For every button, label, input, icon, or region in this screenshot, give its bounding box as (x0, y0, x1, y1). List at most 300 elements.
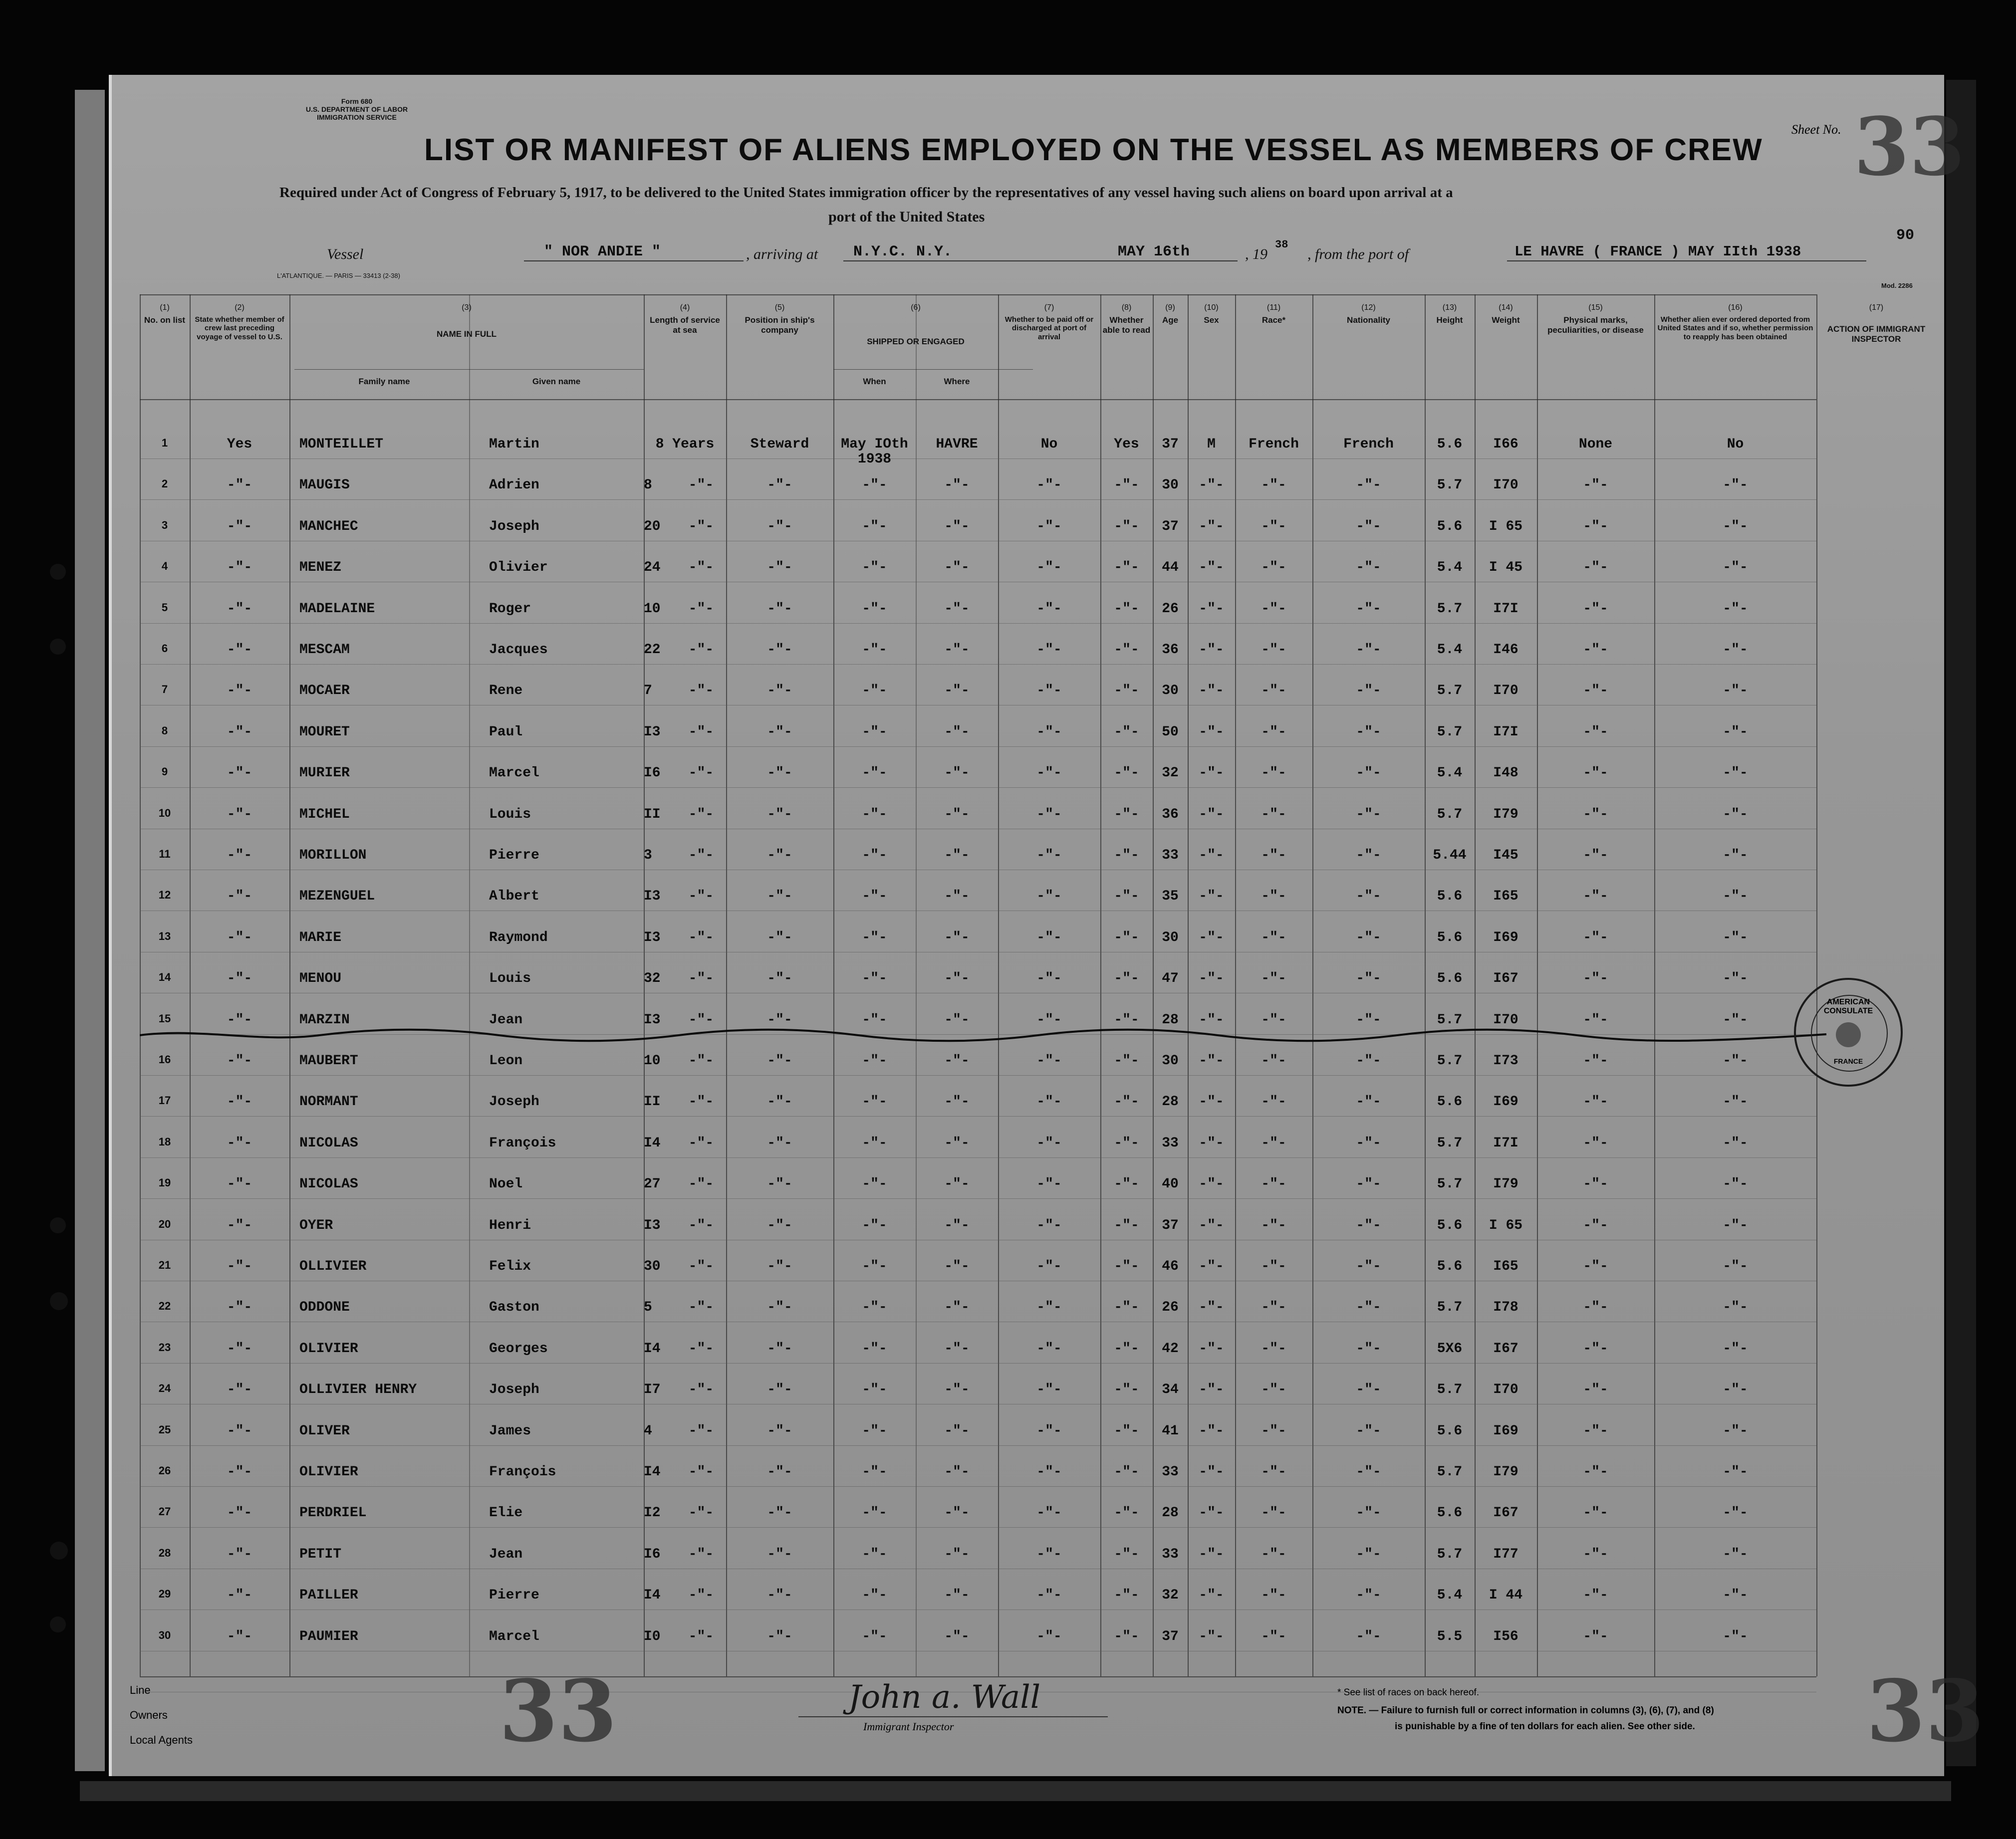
ditto-mark: -"- (1261, 971, 1286, 987)
ditto-mark: -"- (1036, 889, 1062, 905)
row-number: 5 (161, 601, 168, 614)
fine-note-1: NOTE. — Failure to furnish full or correct information in columns (3), (6), (7), and (8) (1337, 1705, 1714, 1716)
ditto-mark: -"- (227, 477, 252, 493)
family-name: NICOLAS (299, 1176, 358, 1192)
length-of-service: I3 (644, 724, 661, 740)
column-number: (14) (1499, 303, 1513, 312)
row-number: 7 (161, 683, 168, 696)
ditto-mark: -"- (1036, 1012, 1062, 1028)
ditto-mark: -"- (688, 971, 714, 987)
ditto-mark: -"- (227, 560, 252, 576)
prior-voyage: Yes (227, 437, 252, 452)
ditto-mark: -"- (767, 848, 792, 863)
age: 30 (1162, 477, 1179, 493)
ditto-mark: -"- (862, 477, 887, 493)
family-name: MESCAM (299, 642, 350, 658)
paper-edge (75, 90, 105, 1771)
row-rule (140, 1363, 1816, 1364)
family-name: OLIVER (299, 1423, 350, 1439)
printer-mark: L'ATLANTIQUE. — PARIS — 33413 (2-38) (277, 272, 400, 279)
row-number: 30 (158, 1628, 171, 1641)
ditto-mark: -"- (1036, 1217, 1062, 1233)
ditto-mark: -"- (1114, 1423, 1139, 1439)
arriving-label: , arriving at (746, 246, 818, 262)
ditto-mark: -"- (1583, 971, 1608, 987)
ditto-mark: -"- (862, 1464, 887, 1480)
given-name: Pierre (489, 848, 539, 863)
ditto-mark: -"- (1261, 1259, 1286, 1274)
row-number: 11 (159, 848, 171, 860)
ditto-mark: -"- (1199, 1135, 1224, 1151)
deported: No (1727, 437, 1744, 452)
family-name: OLIVIER (299, 1464, 358, 1480)
ditto-mark: -"- (688, 477, 714, 493)
ditto-mark: -"- (1723, 1094, 1748, 1110)
ditto-mark: -"- (688, 889, 714, 905)
given-name: Georges (489, 1341, 548, 1357)
row-rule (140, 1445, 1816, 1446)
given-name: Paul (489, 724, 523, 740)
arriving-port: N.Y.C. N.Y. (853, 243, 953, 260)
family-name: OLIVIER (299, 1341, 358, 1357)
column-header: Age (1162, 315, 1179, 325)
height: 5.7 (1437, 1135, 1463, 1151)
ditto-mark: -"- (767, 1259, 792, 1274)
row-rule (140, 499, 1816, 500)
given-name: Raymond (489, 929, 548, 945)
given-name: Joseph (489, 1382, 539, 1398)
ditto-mark: -"- (862, 848, 887, 863)
given-name: Felix (489, 1259, 531, 1274)
column-subheader: Given name (532, 377, 581, 386)
ditto-mark: -"- (1036, 1135, 1062, 1151)
ditto-mark: -"- (1036, 601, 1062, 617)
ditto-mark: -"- (944, 1259, 970, 1274)
height: 5.7 (1437, 1012, 1463, 1028)
ditto-mark: -"- (862, 1176, 887, 1192)
ditto-mark: -"- (1583, 1341, 1608, 1357)
age: 32 (1162, 1588, 1179, 1604)
length-of-service: I6 (644, 765, 661, 781)
given-name: Noel (489, 1176, 523, 1192)
family-name: MAUBERT (299, 1053, 358, 1069)
length-of-service: 8 (644, 477, 652, 493)
ditto-mark: -"- (1356, 1176, 1381, 1192)
ditto-mark: -"- (1583, 1012, 1608, 1028)
ditto-mark: -"- (1723, 518, 1748, 534)
ditto-mark: -"- (1261, 1628, 1286, 1644)
ditto-mark: -"- (1356, 477, 1381, 493)
length-of-service: I4 (644, 1588, 661, 1604)
ditto-mark: -"- (862, 806, 887, 822)
age: 30 (1162, 929, 1179, 945)
ditto-mark: -"- (1261, 1094, 1286, 1110)
row-number: 29 (158, 1588, 171, 1601)
ditto-mark: -"- (1114, 1588, 1139, 1604)
shipped-where: HAVRE (936, 437, 978, 452)
weight: I67 (1493, 1341, 1518, 1357)
ditto-mark: -"- (767, 1217, 792, 1233)
ditto-mark: -"- (1199, 889, 1224, 905)
ditto-mark: -"- (767, 806, 792, 822)
column-header: Position in ship's company (745, 315, 815, 335)
ditto-mark: -"- (767, 1628, 792, 1644)
row-rule (140, 664, 1816, 665)
weight: I70 (1493, 477, 1518, 493)
ditto-mark: -"- (1036, 848, 1062, 863)
ditto-mark: -"- (1723, 642, 1748, 658)
ditto-mark: -"- (1199, 477, 1224, 493)
ditto-mark: -"- (1356, 1382, 1381, 1398)
ditto-mark: -"- (944, 1382, 970, 1398)
ditto-mark: -"- (1583, 929, 1608, 945)
ditto-mark: -"- (227, 683, 252, 699)
length-of-service: I3 (644, 929, 661, 945)
given-name: Joseph (489, 518, 539, 534)
ditto-mark: -"- (767, 477, 792, 493)
column-header: Weight (1492, 315, 1520, 325)
family-name: PETIT (299, 1546, 342, 1562)
row-number: 2 (161, 477, 168, 490)
ditto-mark: -"- (1356, 1053, 1381, 1069)
binding-hole (50, 1542, 68, 1560)
column-number: (8) (1121, 303, 1132, 312)
page-title: LIST OR MANIFEST OF ALIENS EMPLOYED ON THE VESSEL AS MEMBERS OF CREW (424, 133, 1763, 167)
ditto-mark: -"- (1036, 1176, 1062, 1192)
ditto-mark: -"- (227, 1176, 252, 1192)
ditto-mark: -"- (1199, 683, 1224, 699)
big-sheet-mark-left: 33 (499, 1661, 617, 1761)
row-number: 8 (161, 724, 168, 737)
ditto-mark: -"- (767, 1341, 792, 1357)
family-name: MADELAINE (299, 601, 375, 617)
ditto-mark: -"- (688, 1053, 714, 1069)
ditto-mark: -"- (767, 683, 792, 699)
given-name: Martin (489, 437, 539, 452)
ditto-mark: -"- (1356, 848, 1381, 863)
column-number: (17) (1869, 303, 1884, 312)
length-of-service: I7 (644, 1382, 661, 1398)
length-of-service: 4 (644, 1423, 652, 1439)
ditto-mark: -"- (1723, 560, 1748, 576)
ditto-mark: -"- (1356, 971, 1381, 987)
binding-hole (50, 1616, 66, 1632)
weight: I7I (1493, 724, 1518, 740)
ditto-mark: -"- (944, 1505, 970, 1521)
length-of-service: 22 (644, 642, 661, 658)
length-of-service: I4 (644, 1464, 661, 1480)
ditto-mark: -"- (1114, 1259, 1139, 1274)
family-name: MURIER (299, 765, 350, 781)
ditto-mark: -"- (1199, 1094, 1224, 1110)
ditto-mark: -"- (1261, 683, 1286, 699)
form-number-block (279, 97, 434, 121)
height: 5X6 (1437, 1341, 1463, 1357)
column-header: Whether to be paid off or discharged at port of arrival (1005, 315, 1094, 341)
ditto-mark: -"- (227, 1135, 252, 1151)
ditto-mark: -"- (767, 601, 792, 617)
column-number: (13) (1442, 303, 1457, 312)
column-header: Race* (1261, 315, 1286, 325)
ditto-mark: -"- (1723, 1176, 1748, 1192)
ditto-mark: -"- (1199, 806, 1224, 822)
nationality: French (1343, 437, 1394, 452)
length-of-service: 3 (644, 848, 652, 863)
agents-label: Local Agents (130, 1734, 193, 1746)
ditto-mark: -"- (227, 971, 252, 987)
ditto-mark: -"- (688, 1505, 714, 1521)
ditto-mark: -"- (1723, 1588, 1748, 1604)
physical-marks: None (1578, 437, 1613, 452)
ditto-mark: -"- (1261, 1464, 1286, 1480)
length-of-service: II (644, 1094, 661, 1110)
ditto-mark: -"- (1114, 724, 1139, 740)
ditto-mark: -"- (1583, 601, 1608, 617)
given-name: Elie (489, 1505, 523, 1521)
ditto-mark: -"- (767, 1135, 792, 1151)
weight: I 44 (1489, 1588, 1523, 1604)
ditto-mark: -"- (862, 518, 887, 534)
ditto-mark: -"- (944, 518, 970, 534)
length-of-service: I3 (644, 1217, 661, 1233)
ditto-mark: -"- (688, 1341, 714, 1357)
ditto-mark: -"- (944, 1300, 970, 1316)
ditto-mark: -"- (1583, 806, 1608, 822)
ditto-mark: -"- (1114, 1546, 1139, 1562)
ditto-mark: -"- (1261, 1300, 1286, 1316)
ditto-mark: -"- (1114, 477, 1139, 493)
column-header: Physical marks, peculiarities, or disease (1547, 315, 1644, 335)
ditto-mark: -"- (1583, 1464, 1608, 1480)
line-label: Line (130, 1684, 151, 1696)
ditto-mark: -"- (1261, 889, 1286, 905)
ditto-mark: -"- (1356, 1588, 1381, 1604)
height: 5.7 (1437, 683, 1463, 699)
ditto-mark: -"- (862, 1341, 887, 1357)
ditto-mark: -"- (1036, 642, 1062, 658)
ditto-mark: -"- (1356, 1505, 1381, 1521)
ditto-mark: -"- (1036, 1423, 1062, 1439)
ditto-mark: -"- (1114, 1217, 1139, 1233)
ditto-mark: -"- (1583, 1628, 1608, 1644)
ditto-mark: -"- (1199, 1423, 1224, 1439)
arriving-underline (843, 260, 1238, 261)
weight: I69 (1493, 1094, 1518, 1110)
age: 46 (1162, 1259, 1179, 1274)
ditto-mark: -"- (767, 1300, 792, 1316)
race-note: * See list of races on back hereof. (1337, 1687, 1480, 1698)
arrival-year: 38 (1275, 238, 1288, 251)
ditto-mark: -"- (688, 1259, 714, 1274)
ditto-mark: -"- (1356, 929, 1381, 945)
frame-edge (80, 1781, 1951, 1801)
column-number: (7) (1044, 303, 1054, 312)
position: Steward (750, 437, 809, 452)
ditto-mark: -"- (767, 1588, 792, 1604)
age: 37 (1162, 437, 1179, 452)
ditto-mark: -"- (1356, 889, 1381, 905)
age: 34 (1162, 1382, 1179, 1398)
ditto-mark: -"- (688, 1012, 714, 1028)
ditto-mark: -"- (1036, 1341, 1062, 1357)
ditto-mark: -"- (1356, 1259, 1381, 1274)
ditto-mark: -"- (767, 929, 792, 945)
ditto-mark: -"- (688, 560, 714, 576)
column-number: (16) (1728, 303, 1743, 312)
height: 5.6 (1437, 1259, 1463, 1274)
vessel-name: " NOR ANDIE " (544, 243, 661, 260)
age: 35 (1162, 889, 1179, 905)
ditto-mark: -"- (1199, 1053, 1224, 1069)
ditto-mark: -"- (1114, 1053, 1139, 1069)
row-number: 18 (158, 1135, 171, 1148)
height: 5.4 (1437, 765, 1463, 781)
family-name: MENEZ (299, 560, 342, 576)
column-number: (3) (462, 303, 472, 312)
column-header: Length of service at sea (650, 315, 720, 335)
ditto-mark: -"- (688, 1176, 714, 1192)
ditto-mark: -"- (1356, 765, 1381, 781)
ditto-mark: -"- (227, 642, 252, 658)
family-name: OLLIVIER (299, 1259, 367, 1274)
ditto-mark: -"- (227, 1300, 252, 1316)
column-number: (10) (1204, 303, 1219, 312)
ditto-mark: -"- (1356, 1423, 1381, 1439)
mod-number: Mod. 2286 (1881, 282, 1913, 289)
big-sheet-mark-right: 33 (1866, 1661, 1985, 1761)
ditto-mark: -"- (1583, 889, 1608, 905)
ditto-mark: -"- (944, 929, 970, 945)
ditto-mark: -"- (862, 1423, 887, 1439)
family-name: MARZIN (299, 1012, 350, 1028)
ditto-mark: -"- (1261, 1423, 1286, 1439)
ditto-mark: -"- (767, 1423, 792, 1439)
ditto-mark: -"- (767, 1012, 792, 1028)
weight: I45 (1493, 848, 1518, 863)
ditto-mark: -"- (1723, 929, 1748, 945)
ditto-mark: -"- (1261, 929, 1286, 945)
ditto-mark: -"- (1114, 518, 1139, 534)
row-rule (140, 1527, 1816, 1528)
weight: I69 (1493, 929, 1518, 945)
ditto-mark: -"- (1036, 477, 1062, 493)
ditto-mark: -"- (1199, 601, 1224, 617)
from-underline (1507, 260, 1866, 261)
height: 5.7 (1437, 1300, 1463, 1316)
age: 28 (1162, 1505, 1179, 1521)
ditto-mark: -"- (1261, 765, 1286, 781)
frame-edge (1946, 80, 1976, 1766)
from-port: LE HAVRE ( FRANCE ) MAY IIth 1938 (1514, 243, 1801, 260)
row-number: 13 (158, 929, 171, 942)
ditto-mark: -"- (688, 765, 714, 781)
given-name: Roger (489, 601, 531, 617)
ditto-mark: -"- (688, 1546, 714, 1562)
ditto-mark: -"- (688, 848, 714, 863)
ditto-mark: -"- (1199, 1300, 1224, 1316)
age: 33 (1162, 1135, 1179, 1151)
ditto-mark: -"- (862, 971, 887, 987)
ditto-mark: -"- (767, 560, 792, 576)
ditto-mark: -"- (227, 518, 252, 534)
ditto-mark: -"- (944, 683, 970, 699)
binding-hole (50, 639, 66, 655)
ditto-mark: -"- (862, 1259, 887, 1274)
family-name: PAUMIER (299, 1628, 358, 1644)
row-rule (140, 1486, 1816, 1487)
age: 26 (1162, 1300, 1179, 1316)
ditto-mark: -"- (767, 1546, 792, 1562)
ditto-mark: -"- (1356, 724, 1381, 740)
ditto-mark: -"- (1114, 683, 1139, 699)
row-number: 27 (158, 1505, 171, 1518)
ditto-mark: -"- (688, 929, 714, 945)
column-header: Whether able to read (1102, 315, 1151, 335)
row-rule (140, 1609, 1816, 1610)
row-number: 26 (158, 1464, 171, 1477)
weight: I65 (1493, 1259, 1518, 1274)
height: 5.7 (1437, 1546, 1463, 1562)
row-number: 16 (158, 1053, 171, 1066)
ditto-mark: -"- (944, 1094, 970, 1110)
height: 5.4 (1437, 642, 1463, 658)
binding-hole (50, 564, 66, 580)
length-of-service: 24 (644, 560, 661, 576)
ditto-mark: -"- (1356, 1012, 1381, 1028)
column-header: No. on list (144, 315, 186, 325)
ditto-mark: -"- (1723, 806, 1748, 822)
row-number: 15 (158, 1012, 171, 1025)
height: 5.4 (1437, 1588, 1463, 1604)
ditto-mark: -"- (1199, 765, 1224, 781)
ditto-mark: -"- (1583, 642, 1608, 658)
length-of-service: II (644, 806, 661, 822)
row-number: 20 (158, 1217, 171, 1230)
family-name: PAILLER (299, 1588, 358, 1604)
ditto-mark: -"- (767, 1464, 792, 1480)
ditto-mark: -"- (1261, 1053, 1286, 1069)
weight: I7I (1493, 601, 1518, 617)
ditto-mark: -"- (1583, 1423, 1608, 1439)
ditto-mark: -"- (227, 1259, 252, 1274)
ditto-mark: -"- (944, 1546, 970, 1562)
ditto-mark: -"- (1199, 642, 1224, 658)
ditto-mark: -"- (1356, 683, 1381, 699)
row-number: 22 (158, 1300, 171, 1313)
ditto-mark: -"- (1723, 724, 1748, 740)
family-name: MARIE (299, 929, 342, 945)
age: 50 (1162, 724, 1179, 740)
ditto-mark: -"- (1583, 724, 1608, 740)
ditto-mark: -"- (227, 929, 252, 945)
ditto-mark: -"- (1199, 1012, 1224, 1028)
ditto-mark: -"- (227, 1628, 252, 1644)
ditto-mark: -"- (1036, 765, 1062, 781)
binding-hole (50, 1217, 66, 1233)
ditto-mark: -"- (862, 765, 887, 781)
ditto-mark: -"- (688, 1588, 714, 1604)
ditto-mark: -"- (1261, 1012, 1286, 1028)
weight: I78 (1493, 1300, 1518, 1316)
ditto-mark: -"- (1723, 1546, 1748, 1562)
height: 5.6 (1437, 1217, 1463, 1233)
age: 37 (1162, 1217, 1179, 1233)
ditto-mark: -"- (1583, 1588, 1608, 1604)
owners-label: Owners (130, 1709, 168, 1721)
length-of-service: 32 (644, 971, 661, 987)
height: 5.44 (1433, 848, 1467, 863)
ditto-mark: -"- (688, 724, 714, 740)
